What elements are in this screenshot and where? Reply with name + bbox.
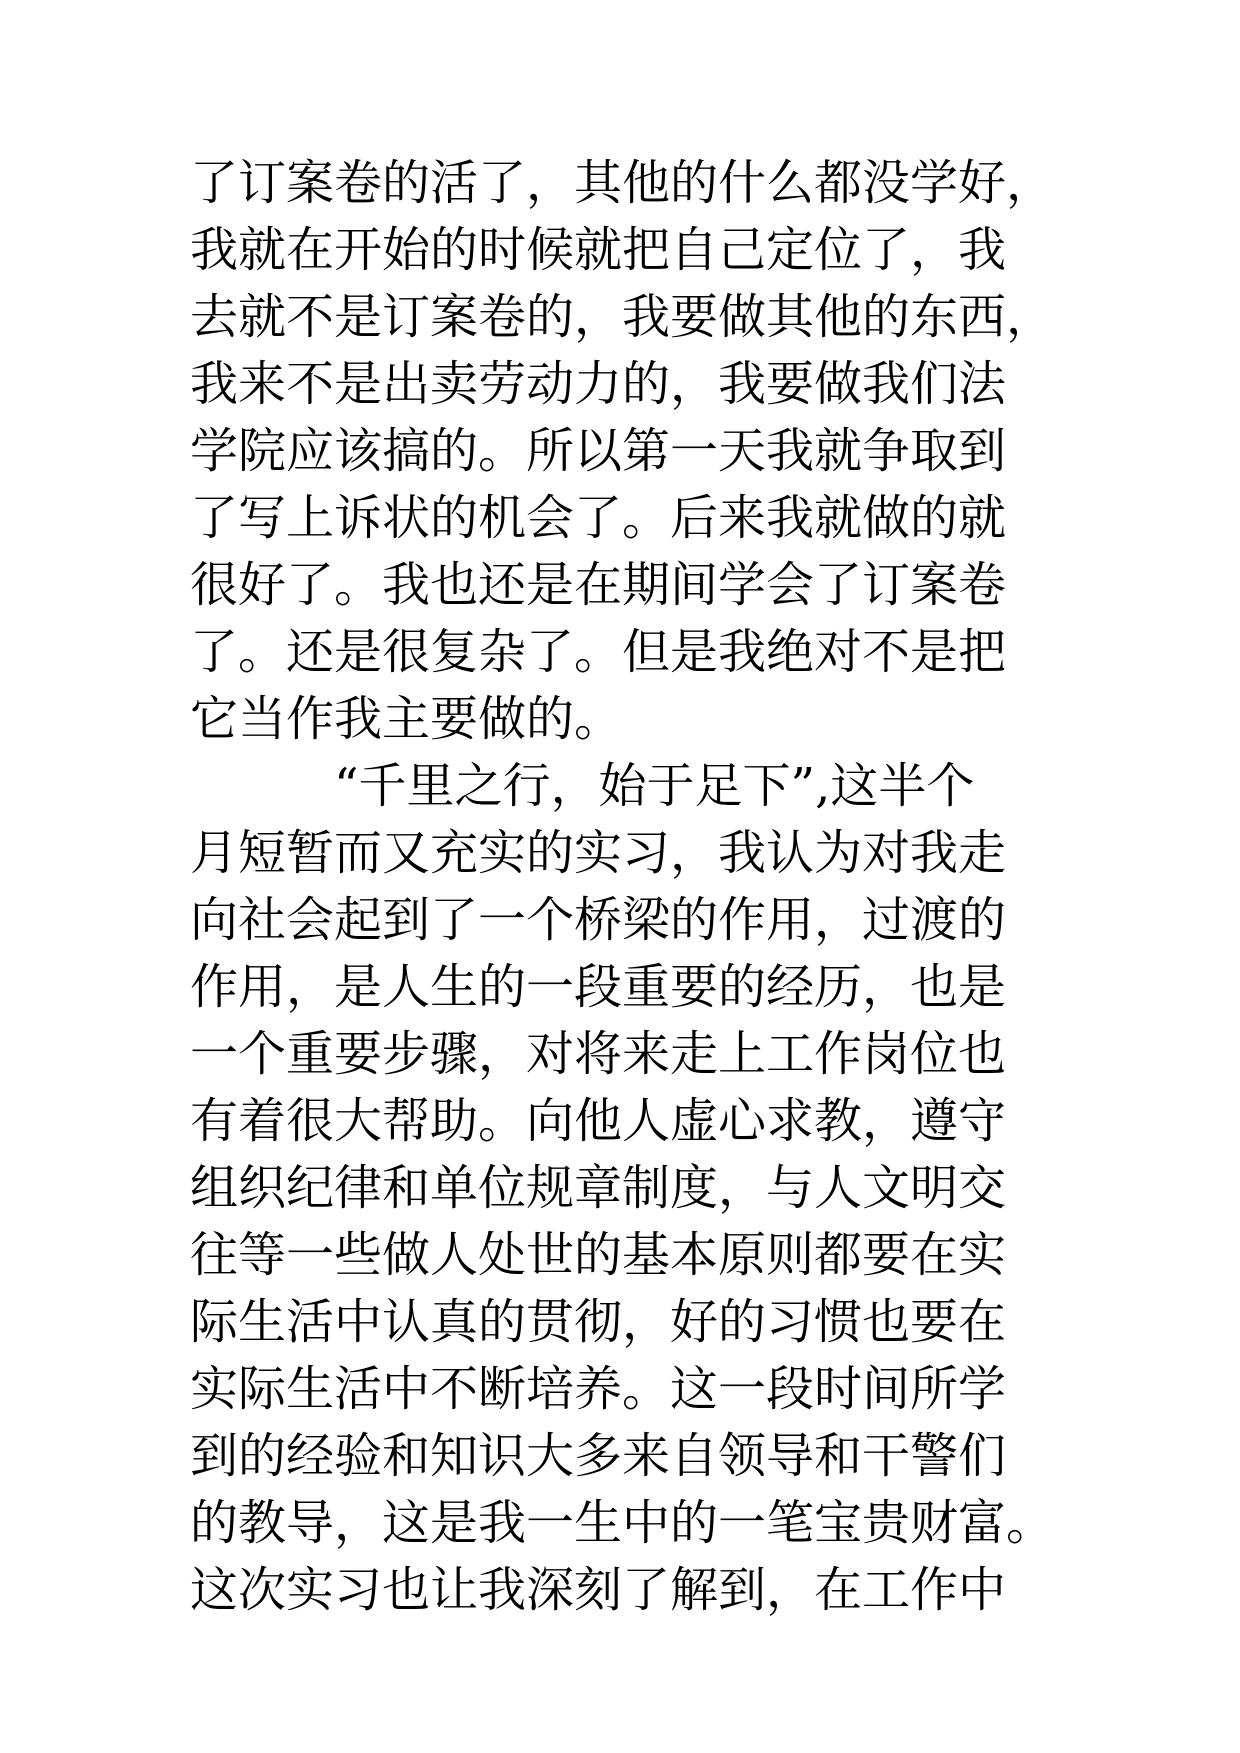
text-line: 组织纪律和单位规章制度，与人文明交 <box>190 1160 1007 1216</box>
text-line: 向社会起到了一个桥梁的作用，过渡的 <box>190 892 1007 948</box>
text-line: 这次实习也让我深刻了解到，在工作中 <box>190 1562 1007 1618</box>
text-line: 很好了。我也还是在期间学会了订案卷 <box>190 557 1007 613</box>
text-line: 月短暂而又充实的实习，我认为对我走 <box>190 825 1007 881</box>
text-line: 学院应该搞的。所以第一天我就争取到 <box>190 423 1007 479</box>
body-text <box>190 150 1070 1624</box>
text-line: 我来不是出卖劳动力的，我要做我们法 <box>190 356 1007 412</box>
text-line: 它当作我主要做的。 <box>190 691 623 747</box>
text-line: 有着很大帮助。向他人虚心求教，遵守 <box>190 1093 1007 1149</box>
text-line: 了订案卷的活了，其他的什么都没学好， <box>190 155 1055 211</box>
text-line: 际生活中认真的贯彻，好的习惯也要在 <box>190 1294 1007 1350</box>
paragraph-first-line: “千里之行，始于足下”,这半个 <box>334 758 975 814</box>
text-line: 去就不是订案卷的，我要做其他的东西， <box>190 289 1055 345</box>
text-line: 我就在开始的时候就把自己定位了，我 <box>190 222 1007 278</box>
text-line: 到的经验和知识大多来自领导和干警们 <box>190 1428 1007 1484</box>
text-line: 了写上诉状的机会了。后来我就做的就 <box>190 490 1007 546</box>
text-line: 实际生活中不断培养。这一段时间所学 <box>190 1361 1007 1417</box>
text-line: 的教导，这是我一生中的一笔宝贵财富。 <box>190 1495 1055 1551</box>
text-line: 了。还是很复杂了。但是我绝对不是把 <box>190 624 1007 680</box>
text-line: 往等一些做人处世的基本原则都要在实 <box>190 1227 1007 1283</box>
text-line: 作用，是人生的一段重要的经历，也是 <box>190 959 1007 1015</box>
text-line: 一个重要步骤，对将来走上工作岗位也 <box>190 1026 1007 1082</box>
